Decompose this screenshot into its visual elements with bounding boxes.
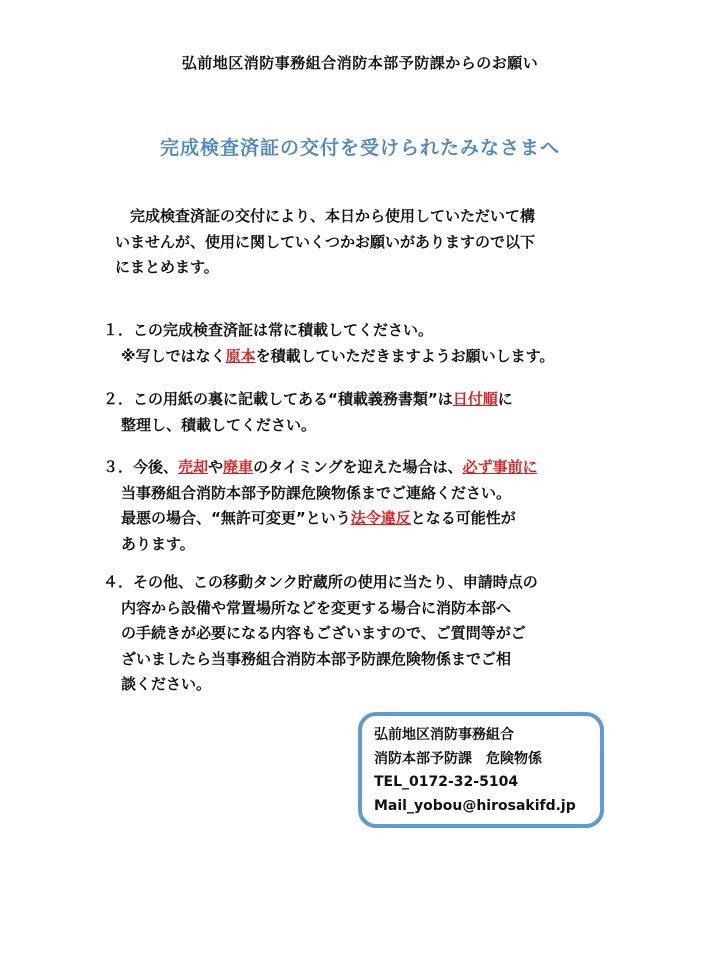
item-text: 最悪の場合、“無許可変更”という: [121, 509, 351, 527]
item-line: 整理し、積載してください。: [121, 415, 317, 434]
emphasis-text: 必ず事前に: [462, 458, 538, 476]
contact-tel: TEL_0172-32-5104: [374, 774, 519, 790]
item-line: [103, 387, 513, 413]
intro-line: 完成検査済証の交付により、本日から使用していただいて構: [130, 207, 536, 225]
item-text: ※写しではなく: [121, 346, 226, 365]
request-item-3: [103, 455, 537, 557]
item-text: となる可能性が: [410, 509, 516, 527]
document-header: 弘前地区消防事務組合消防本部予防課からのお願い: [181, 54, 539, 72]
emphasis-text: 日付順: [452, 390, 498, 408]
intro-line: にまとめます。: [115, 258, 219, 276]
emphasis-text: 廃車: [223, 458, 254, 476]
item-line: ざいましたら当事務組合消防本部予防課危険物係までご相: [121, 649, 512, 668]
request-item-2: [103, 387, 513, 438]
contact-dept: 消防本部予防課 危険物係: [374, 750, 542, 767]
contact-org: 弘前地区消防事務組合: [374, 727, 514, 743]
item-line: [103, 506, 537, 532]
contact-mail: Mail_yobou@hirosakifd.jp: [374, 797, 576, 814]
item-text: に: [497, 390, 513, 408]
item-text: のタイミングを迎えた場合は、: [253, 458, 463, 476]
emphasis-text: 売却: [178, 458, 209, 476]
item-line: 当事務組合消防本部予防課危険物係までご連絡ください。: [121, 483, 512, 502]
item-line: 談ください。: [121, 675, 212, 693]
emphasis-text: 原本: [225, 346, 256, 365]
intro-line: いませんが、使用に関していくつかお願いがありますので以下: [115, 232, 536, 251]
item-line: [103, 455, 537, 481]
request-item-4: [103, 570, 538, 698]
emphasis-text: 法令違反: [350, 509, 411, 527]
item-text: ３．今後、: [103, 458, 179, 476]
item-line: の手続きが必要になる内容もございますので、ご質問等がご: [121, 624, 526, 642]
item-text: ２．この用紙の裏に記載してある“積載義務書類”は: [103, 390, 453, 408]
item-text: や: [208, 458, 224, 476]
contact-info: [374, 724, 576, 818]
request-item-1: [103, 318, 554, 369]
intro-paragraph: [115, 204, 635, 281]
item-line: ４．その他、この移動タンク貯蔵所の使用に当たり、申請時点の: [103, 573, 538, 591]
item-line: １．この完成検査済証は常に積載してください。: [103, 321, 434, 339]
document-title: 完成検査済証の交付を受けられたみなさまへ: [159, 137, 560, 159]
item-line: 内容から設備や常置場所などを変更する場合に消防本部へ: [121, 598, 512, 617]
item-text: を積載していただきますようお願いします。: [255, 346, 555, 365]
item-line: あります。: [121, 534, 195, 553]
item-line: [103, 344, 554, 370]
